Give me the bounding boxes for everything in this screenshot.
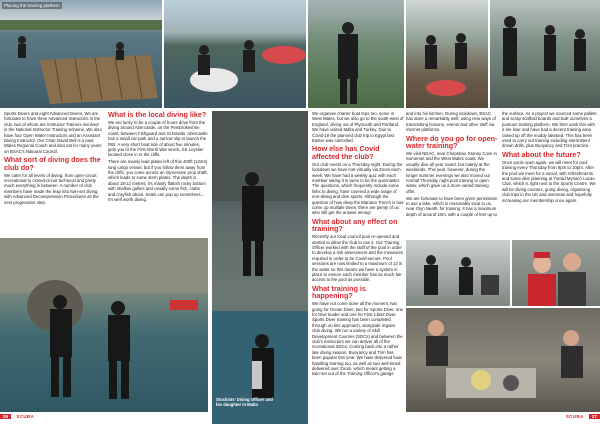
paragraph-zoom-quiz: Our club meets on a Thursday night. During the lockdown we have met virtually via Zoom each week. We have had a weekly quiz with each member taking it in turns to be the quizmaster. The questions, which frequently include some links to diving, have covered a wide range of non-diving and dive sports. Although the question of how deep the Mariana Trench is has come up multiple times, there are plenty of us who still get the answer wrong! (312, 161, 404, 216)
heading-covid-effect: How else has Covid affected the club? (312, 144, 380, 161)
photo-diver-ladder-malta (212, 111, 308, 424)
section-tag: Placing the training platform (4, 3, 60, 8)
footer-right (406, 412, 600, 422)
heading-open-water: Where do you go for open-water training? (406, 133, 498, 151)
heading-effect-on-training: What about any effect on training? (312, 216, 398, 234)
paragraph-training-detail: We have not come done all the moment, two going for Ocean Diver, two for Sports Diver, one for Dive leader and one for First Class Diver. Sports Diver training has been completed through on-line approach, alongside regular club diving. We run a variety of Skill Development Courses (SDCs) and between the club's instructors we can deliver all of the recreational SDCs. Coming back into a rather late diving season, Buoyancy and Trim has been popular this year. We have delivered boat handling training too, as well as two well-timed delivered over Zoom, which meant getting a twin-set out of the Training Officer's garage (312, 301, 403, 377)
magazine-name-left: SCUBA (16, 414, 35, 419)
photo-divers-team (490, 0, 600, 108)
page-number-right: 27 (589, 414, 600, 419)
article-column-3 (312, 111, 404, 422)
article-column-1 (4, 111, 102, 235)
intro-paragraph: Sports Divers and eight Advanced Divers. We are fortunate to have three Advanced Instructors in the club, two of whom are Instructor Trainers involved in the National Instructor Training Scheme. We also have four Open Water Instructors and an Assistant Diving Instructor. Our Chair David Bell is a past Wales Regional Coach and also sat for many years on BSAC's National Council. (4, 111, 102, 154)
paragraph-ndac: We visit NDAC, near Chepstow, Stoney Cove in Somerset and the West Wales coast. We usually dive all year round, but mainly at the weekends. This year, however, during the longer summer evenings we also moved our normal Thursday night pool training to open water, which gave us a more varied training offer. (406, 150, 497, 194)
page-number-left: 26 (0, 414, 11, 419)
photo-harbour-divers (0, 238, 208, 412)
heading-what-sort-of-diving: What sort of diving does the club do? (4, 155, 101, 172)
heading-training-happening: What training is happening? (312, 283, 366, 301)
paragraph-kitchen: and into his kitchen. During lockdown, BSAC has done a remarkably well, using new ways of transmitting lessons, events and other stuff via internet platforms. (406, 111, 496, 133)
paragraph-leysian: There are mainly lead plates left of this 400ft (122m) long cargo vessel, but if you follow them away from the cliffs, you come across an impressive prop shaft, which leads to some stern plates. The depth is about 18-12 metres; it's mainly flattish rocky bottom with shallow gullies and usually some fish, crabs and crayfish about. Seals can pop up sometimes... it's well worth diving. (108, 159, 208, 202)
magazine-name-right: SCUBA (565, 414, 584, 419)
heading-local-diving: What is the local diving like? (108, 111, 207, 119)
photo-caption-malta: Stockists' Diving Officer and his daughter in Malta (216, 397, 273, 407)
photo-workshop-regulators (406, 308, 600, 412)
paragraph-pool-reopen: Recently our local council pool re-opened and started to allow the club to use it. Our Training Officer worked with the staff of the pool in order to develop a risk assessment and the measures required in order to be Covid-secure. Pool sessions are now limited to a maximum of 12 in the water so this means we have a system in place to ensure each member has as much fair access to the pool as possible. (312, 234, 403, 283)
article-column-2 (108, 111, 208, 235)
paragraph-charters: We organise charter boat trips too, some in West Wales, but we also go to the south-west of England, diving out of Plymouth and Portland. We have visited Malta and Turkey. Due to Covid-19 the planned club trip to Egypt last Easter was cancelled. (312, 111, 404, 144)
footer-left (0, 412, 208, 422)
photo-divers-rib (164, 0, 306, 108)
paragraph-future: Once pools open again, we will meet for pool training every Thursday from 8pm to 10pm. After the pool we meet for a social, with refreshments and some dive planning at Ystrad Mynach Lucas Club, which is right next to the Sports Centre. We will be diving courses, going diving, organising club trips in the UK and overseas and hopefully increasing our membership once again. (502, 159, 596, 203)
article-column-5 (502, 111, 598, 237)
heading-future: What about the future? (502, 149, 581, 159)
photo-diver-lakeside (308, 0, 404, 108)
article-column-4 (406, 111, 498, 237)
paragraph-abercastle: We are lucky to be a couple of hours drive from the diving around Abercastle, on the Pembrokeshire coast, between Fishguard and St Davids. Abercastle has a small car park and a narrow slip to launch the RIB. A very short boat ride of about five minutes, gets you to the First World War wreck, SS Leysian located close in to the cliffs. (108, 119, 208, 158)
paragraph-diving-types: We cater for all levels of diving, from open-circuit recreational to closed-circuit technical and pretty much everything in between. A number of club members have made the leap into twin-set diving, with Advanced Decompression Procedures as the next progressive step. (4, 172, 99, 205)
photo-kitted-divers (406, 240, 510, 306)
paragraph-pontoon: the surface. As a project we sourced some pallets and scrap scaffold boards and built ourselves a pontoon training platform. We then sank this with a tire liner and have had a decent training area raised up off the muddy lakebed. This has been used to carry out training including intermittent drown drills, plus Buoyancy and Trim practice. (502, 111, 597, 149)
photo-group-shore (406, 0, 488, 108)
paragraph-lake: We are fortunate to have been given permission to use a lake, which is reasonably local to us, near Glyn Neath, for training. It has a maximum depth of around 10m, with a couple of feet up to (406, 195, 498, 217)
photo-couple-portrait (512, 240, 600, 306)
photo-lake-platform (0, 0, 162, 108)
